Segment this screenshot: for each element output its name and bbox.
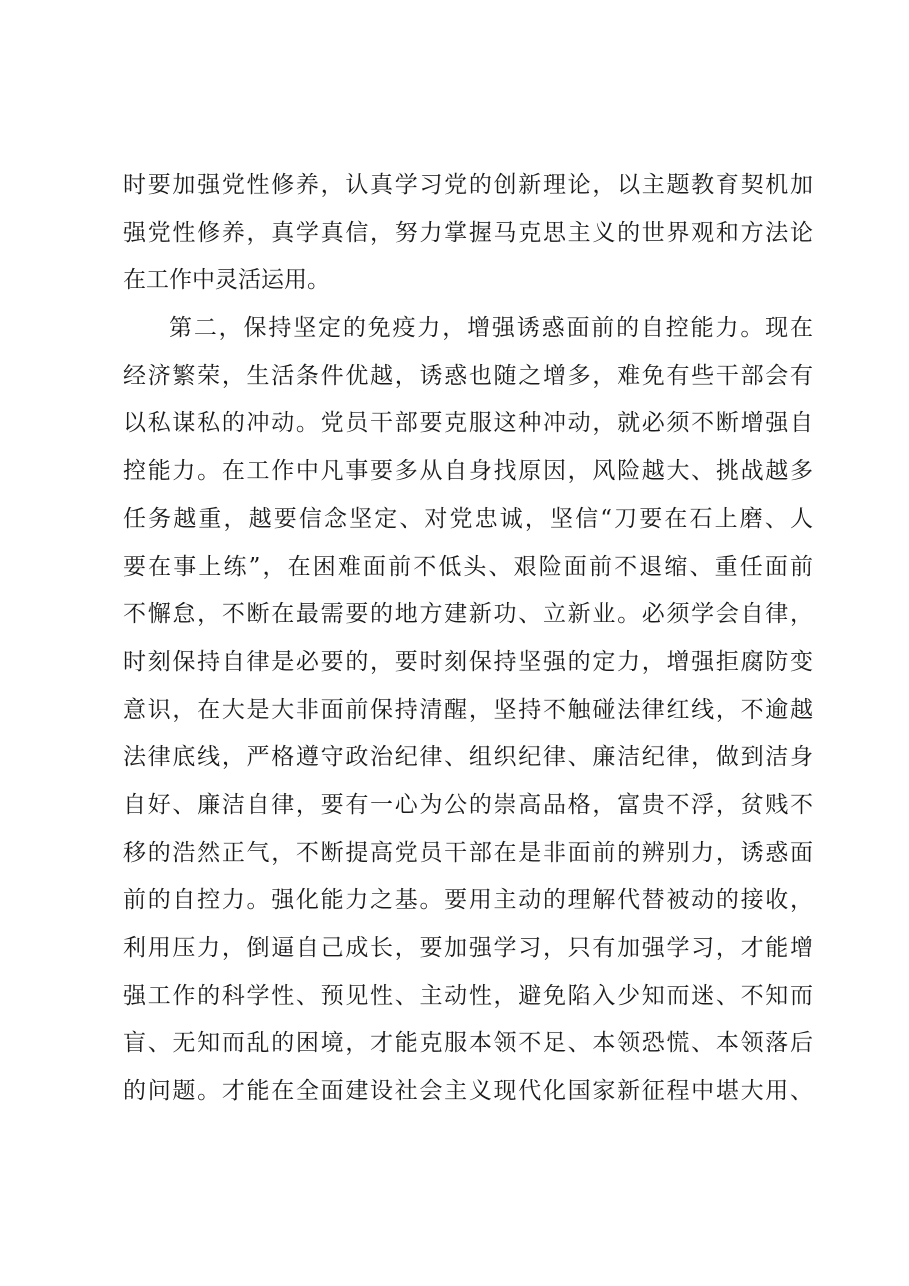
text-line: 的问题。才能在全面建设社会主义现代化国家新征程中堪大用、 [123, 1078, 813, 1105]
text-line: 任务越重，越要信念坚定、对党忠诚，坚信“刀要在石上磨、人 [123, 505, 813, 532]
text-line: 经济繁荣，生活条件优越，诱惑也随之增多，难免有些干部会有 [123, 362, 813, 389]
text-line: 不懈怠，不断在最需要的地方建新功、立新业。必须学会自律， [123, 601, 813, 628]
text-line: 以私谋私的冲动。党员干部要克服这种冲动，就必须不断增强自 [123, 410, 813, 437]
text-line: 时要加强党性修养，认真学习党的创新理论，以主题教育契机加 [123, 172, 813, 198]
paragraph-1 [123, 162, 813, 305]
text-line: 利用压力，倒逼自己成长，要加强学习，只有加强学习，才能增 [123, 935, 813, 961]
text-line: 强工作的科学性、预见性、主动性，避免陷入少知而迷、不知而 [123, 982, 813, 1009]
paragraph-2 [123, 305, 813, 1116]
text-line: 自好、廉洁自律，要有一心为公的崇高品格，富贵不浮，贫贱不 [123, 791, 813, 818]
text-line: 时刻保持自律是必要的，要时刻保持坚强的定力，增强拒腐防变 [123, 648, 813, 675]
text-line: 第二，保持坚定的免疫力，增强诱惑面前的自控能力。现在 [169, 315, 813, 342]
text-line: 强党性修养，真学真信，努力掌握马克思主义的世界观和方法论 [123, 219, 813, 246]
text-line: 移的浩然正气，不断提高党员干部在是非面前的辨别力，诱惑面 [123, 839, 813, 866]
text-line: 盲、无知而乱的困境，才能克服本领不足、本领恐慌、本领落后 [123, 1030, 813, 1057]
text-line: 要在事上练”，在困难面前不低头、艰险面前不退缩、重任面前 [123, 553, 813, 580]
document-body [123, 162, 813, 1116]
text-line: 意识，在大是大非面前保持清醒，坚持不触碰法律红线，不逾越 [123, 696, 813, 723]
text-line: 前的自控力。强化能力之基。要用主动的理解代替被动的接收， [123, 887, 813, 914]
text-line: 在工作中灵活运用。 [123, 267, 330, 294]
text-line: 法律底线，严格遵守政治纪律、组织纪律、廉洁纪律，做到洁身 [123, 744, 813, 771]
text-line: 控能力。在工作中凡事要多从自身找原因，风险越大、挑战越多 [123, 458, 813, 485]
